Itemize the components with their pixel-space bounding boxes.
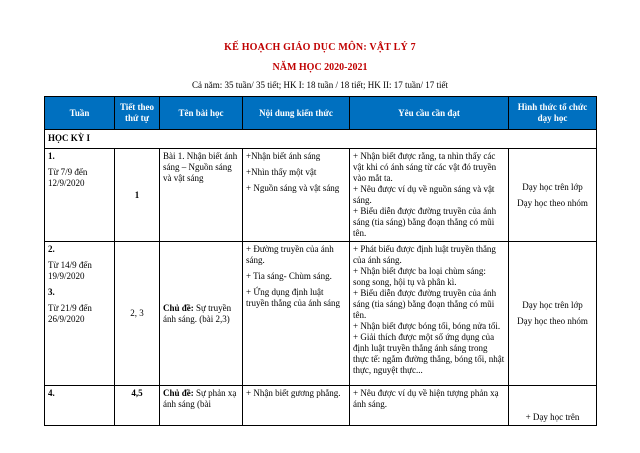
format-cell: [509, 242, 597, 386]
col-header-content: Nội dung kiến thức: [243, 97, 350, 130]
table-row: [45, 242, 597, 386]
period-cell: 2, 3: [115, 242, 160, 386]
week-date: Từ 21/9 đến 26/9/2020: [48, 303, 92, 324]
requirements-cell: [350, 242, 509, 386]
format-cell: [509, 386, 597, 426]
lesson-cell: [160, 242, 243, 386]
format-cell: [509, 149, 597, 242]
week-number: 2.: [48, 244, 55, 254]
requirement-item: + Nhận biết được ba loại chùm sáng: song song, hội tụ và phân kì.: [353, 266, 486, 287]
period-summary: Cả năm: 35 tuần/ 35 tiết; HK I: 18 tuần / 18 tiết; HK II: 17 tuần/ 17 tiết: [192, 80, 448, 90]
semester-row: [45, 130, 597, 149]
lesson-cell: Bài 1. Nhận biết ánh sáng – Nguồn sáng và vật sáng: [160, 149, 243, 242]
requirement-item: + Nêu được ví dụ về nguồn sáng và vật sáng.: [353, 184, 495, 205]
lesson-cell: [160, 386, 243, 426]
period-cell: 4,5: [115, 386, 160, 426]
col-header-lesson: Tên bài học: [160, 97, 243, 130]
week-number: 3.: [48, 287, 55, 297]
col-header-period: Tiết theo thứ tự: [115, 97, 160, 130]
content-item: +Nhận biết ánh sáng: [246, 151, 321, 161]
requirement-item: + Nhận biết được rằng, ta nhìn thấy các vật khi có ánh sáng từ các vật đó truyền vào mắt ta.: [353, 151, 497, 183]
requirement-item: + Nhận biết được bóng tối, bóng nửa tối.: [353, 321, 501, 331]
content-cell: [243, 386, 350, 426]
requirements-cell: [350, 386, 509, 426]
week-date: Từ 14/9 đến 19/9/2020: [48, 260, 92, 281]
format-item: + Dạy học trên: [525, 412, 580, 422]
format-item: Dạy học trên lớp: [522, 300, 583, 310]
requirements-cell: [350, 149, 509, 242]
school-year: NĂM HỌC 2020-2021: [272, 62, 368, 73]
week-number: 4.: [48, 388, 55, 398]
requirement-item: + Phát biểu được định luật truyền thẳng của ánh sáng.: [353, 244, 496, 265]
requirement-item: + Giải thích được một số ứng dụng của định luật truyền thẳng ánh sáng trong thực tế: ngắm đường thẳng, bóng tối, nhật thực, nguyệt thực...: [353, 332, 505, 375]
lesson-plan-table: [44, 96, 597, 426]
week-cell: [45, 242, 115, 386]
period-cell: 1: [115, 149, 160, 242]
table-row: [45, 149, 597, 242]
content-item: +Nhìn thấy một vật: [246, 167, 317, 177]
requirement-item: + Biểu diễn được đường truyền của ánh sáng (tia sáng) bằng đoạn thẳng có mũi tên.: [353, 288, 497, 320]
content-item: + Nhận biết gương phẳng.: [246, 388, 341, 398]
document-title: KẾ HOẠCH GIÁO DỤC MÔN: VẬT LÝ 7: [224, 42, 416, 53]
col-header-week: Tuần: [45, 97, 115, 130]
topic-label: Chủ đề:: [163, 388, 194, 398]
col-header-requirements: Yêu cầu cần đạt: [350, 97, 509, 130]
col-header-format: Hình thức tổ chức dạy học: [509, 97, 597, 130]
week-cell: [45, 149, 115, 242]
semester-label: HỌC KỲ I: [45, 130, 597, 149]
format-item: Dạy học theo nhóm: [517, 316, 588, 326]
week-number: 1.: [48, 151, 55, 161]
lesson-title: Sự phản xạ ánh sáng (bài: [163, 388, 237, 409]
requirement-item: + Biểu diễn được đường truyền của ánh sáng (tia sáng) bằng đoạn thẳng có mũi tên.: [353, 206, 497, 238]
requirement-item: + Nêu được ví dụ về hiện tượng phản xạ ánh sáng.: [353, 388, 499, 409]
content-cell: [243, 242, 350, 386]
format-item: Dạy học trên lớp: [522, 181, 583, 192]
table-row: [45, 386, 597, 426]
table-header-row: [45, 97, 597, 130]
content-item: + Ứng dụng định luật truyền thẳng của ánh sáng: [246, 287, 340, 308]
content-item: + Tia sáng- Chùm sáng.: [246, 271, 332, 281]
content-item: + Đường truyền của ánh sáng.: [246, 244, 334, 265]
lesson-title: Sự truyền ánh sáng. (bài 2,3): [163, 302, 232, 324]
content-item: + Nguồn sáng và vật sáng: [246, 183, 340, 193]
topic-label: Chủ đề:: [163, 302, 194, 313]
week-date: Từ 7/9 đến 12/9/2020: [48, 167, 88, 188]
week-cell: [45, 386, 115, 426]
content-cell: [243, 149, 350, 242]
format-item: Dạy học theo nhóm: [517, 197, 588, 208]
